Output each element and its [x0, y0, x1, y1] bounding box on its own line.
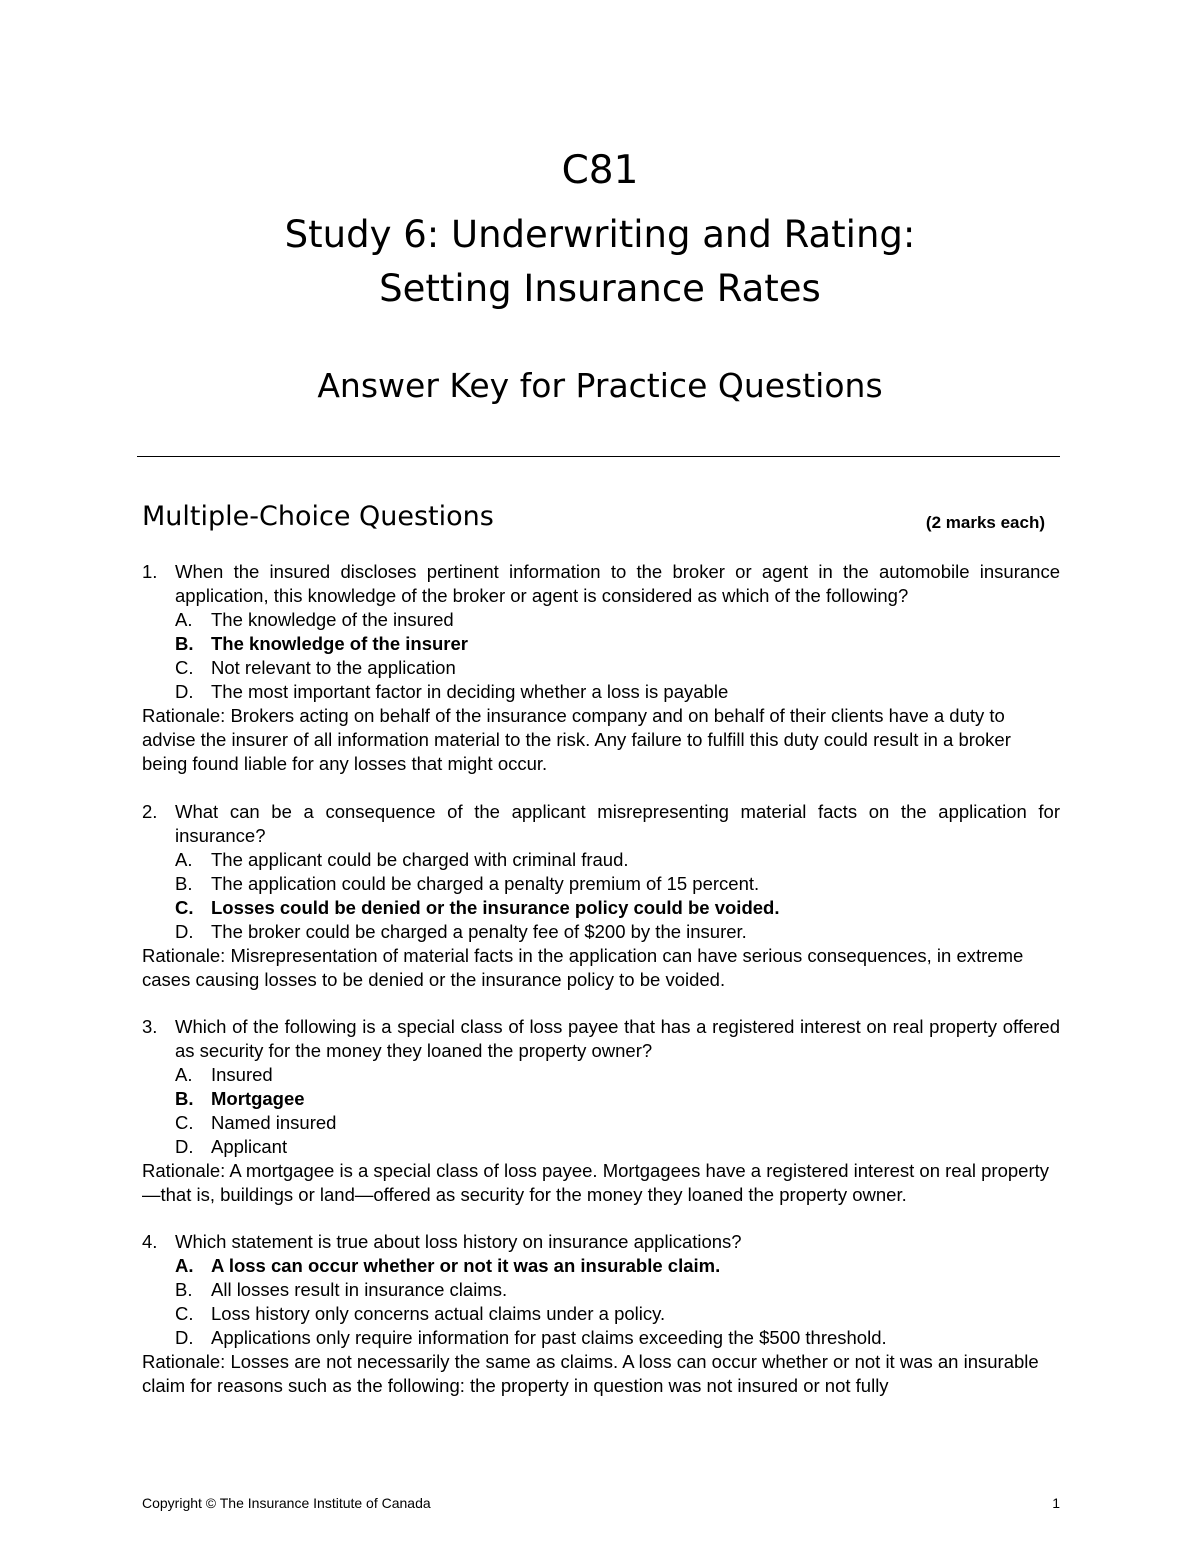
study-title-line2: Setting Insurance Rates: [379, 267, 821, 310]
option-b: [175, 1278, 1060, 1302]
option-a: [175, 848, 1060, 872]
option-text: All losses result in insurance claims.: [211, 1279, 508, 1300]
marks-note: (2 marks each): [925, 513, 1045, 532]
section-title: Multiple-Choice Questions: [142, 501, 494, 532]
option-a-correct: [175, 1254, 1060, 1278]
rationale: Rationale: Misrepresentation of material facts in the application can have serious consequences, in extreme cases causing losses to be denied or the insurance policy to be voided.: [142, 945, 1024, 990]
option-a: [175, 1063, 1060, 1087]
option-letter: C.: [175, 1112, 194, 1133]
question-3: [142, 1015, 1060, 1207]
option-text: The applicant could be charged with criminal fraud.: [211, 849, 629, 870]
option-letter: A.: [175, 609, 193, 630]
question-number: 2.: [142, 801, 158, 822]
question-text: What can be a consequence of the applicant misrepresenting material facts on the application for insurance?: [175, 801, 1060, 846]
option-d: [175, 1326, 1060, 1350]
question-stem: [142, 560, 1060, 608]
question-number: 4.: [142, 1231, 158, 1252]
option-text: The knowledge of the insured: [211, 609, 454, 630]
section-header: [142, 501, 1045, 532]
option-text: A loss can occur whether or not it was an insurable claim.: [211, 1255, 721, 1276]
question-text: Which statement is true about loss history on insurance applications?: [175, 1231, 742, 1252]
option-text: Not relevant to the application: [211, 657, 456, 678]
horizontal-rule: [137, 456, 1060, 457]
page-footer: [142, 1495, 1060, 1511]
option-d: [175, 920, 1060, 944]
option-letter: B.: [175, 1279, 193, 1300]
copyright-text: Copyright © The Insurance Institute of Canada: [142, 1495, 431, 1511]
option-text: The application could be charged a penalty premium of 15 percent.: [211, 873, 760, 894]
question-2: [142, 800, 1060, 992]
option-a: [175, 608, 1060, 632]
option-d: [175, 1135, 1060, 1159]
option-letter: B.: [175, 1088, 194, 1109]
option-text: The broker could be charged a penalty fee of $200 by the insurer.: [211, 921, 747, 942]
option-letter: A.: [175, 849, 193, 870]
option-c: [175, 1302, 1060, 1326]
question-number: 1.: [142, 561, 158, 582]
option-letter: A.: [175, 1064, 193, 1085]
option-text: The most important factor in deciding whether a loss is payable: [211, 681, 729, 702]
option-text: Named insured: [211, 1112, 337, 1133]
option-text: The knowledge of the insurer: [211, 633, 468, 654]
question-stem: [142, 1230, 1060, 1254]
course-code: C81: [561, 148, 639, 193]
option-letter: A.: [175, 1255, 194, 1276]
option-letter: D.: [175, 1136, 194, 1157]
question-stem: [142, 800, 1060, 848]
question-text: Which of the following is a special class of loss payee that has a registered interest on real property offered as security for the money they loaned the property owner?: [175, 1016, 1060, 1061]
option-c: [175, 1111, 1060, 1135]
option-text: Loss history only concerns actual claims under a policy.: [211, 1303, 666, 1324]
option-text: Mortgagee: [211, 1088, 305, 1109]
option-list: [142, 1254, 1060, 1350]
question-number: 3.: [142, 1016, 158, 1037]
option-letter: D.: [175, 1327, 194, 1348]
answer-key-title: Answer Key for Practice Questions: [317, 366, 883, 405]
option-letter: B.: [175, 873, 193, 894]
option-list: [142, 848, 1060, 944]
option-list: [142, 608, 1060, 704]
rationale: Rationale: A mortgagee is a special class of loss payee. Mortgagees have a registered interest on real property—that is, buildings or land—offered as security for the money they loaned the property owner.: [142, 1160, 1050, 1205]
option-b-correct: [175, 632, 1060, 656]
option-letter: D.: [175, 681, 194, 702]
option-letter: C.: [175, 1303, 194, 1324]
option-c: [175, 656, 1060, 680]
option-list: [142, 1063, 1060, 1159]
option-b: [175, 872, 1060, 896]
option-text: Applications only require information for past claims exceeding the $500 threshold.: [211, 1327, 887, 1348]
study-title: [0, 208, 1200, 316]
option-text: Insured: [211, 1064, 273, 1085]
option-d: [175, 680, 1060, 704]
option-text: Applicant: [211, 1136, 288, 1157]
question-text: When the insured discloses pertinent information to the broker or agent in the automobile insurance application, this knowledge of the broker or agent is considered as which of the following?: [175, 561, 1060, 606]
question-4: [142, 1230, 1060, 1398]
option-letter: D.: [175, 921, 194, 942]
option-text: Losses could be denied or the insurance policy could be voided.: [211, 897, 780, 918]
option-c-correct: [175, 896, 1060, 920]
question-stem: [142, 1015, 1060, 1063]
option-b-correct: [175, 1087, 1060, 1111]
option-letter: C.: [175, 657, 194, 678]
option-letter: B.: [175, 633, 194, 654]
question-1: [142, 560, 1060, 776]
option-letter: C.: [175, 897, 194, 918]
rationale: Rationale: Losses are not necessarily the same as claims. A loss can occur whether or not it was an insurable claim for reasons such as the following: the property in question was not insured or not fully: [142, 1351, 1039, 1396]
page-number: 1: [1052, 1495, 1060, 1511]
rationale: Rationale: Brokers acting on behalf of the insurance company and on behalf of their clients have a duty to advise the insurer of all information material to the risk. Any failure to fulfill this duty could result in a broker being found liable for any losses that might occur.: [142, 705, 1011, 774]
study-title-line1: Study 6: Underwriting and Rating:: [284, 213, 916, 256]
